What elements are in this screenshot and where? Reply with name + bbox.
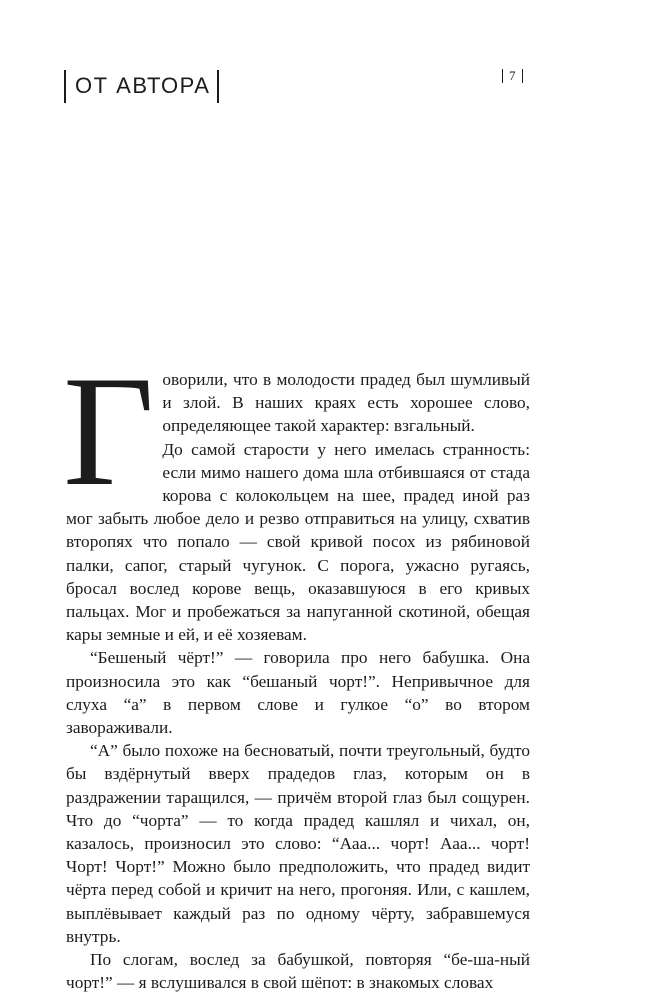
- section-title: ОТ АВТОРА: [75, 73, 211, 98]
- folio-right-rule: [522, 69, 523, 83]
- paragraph-1: оворили, что в молодости прадед был шумливый и злой. В наших краях есть хорошее слово, определяющее такой характер: взгальный.: [162, 370, 530, 436]
- running-head: [64, 68, 219, 104]
- paragraph-4: “А” было похоже на бесноватый, почти треугольный, будто бы вздёрнутый вверх прадедов глаз, которым он в раздражении таращился, — причём второй глаз был сощурен. Что до “чорта” — то когда прадед кашлял и чихал, он, казалось, произносил это слово: “Ааа... чорт! Ааа... чорт! Чорт! Чорт!” Можно было предположить, что прадед видит чёрта перед собой и кричит на него, прогоняя. Или, с кашлем, выплёвывает каждый раз по одному чёрту, забравшемуся внутрь.: [66, 741, 530, 946]
- paragraph-5: По слогам, вослед за бабушкой, повторяя “бе-ша-ный чорт!” — я вслушивался в свой шёпот: в знакомых словах: [66, 950, 530, 993]
- body-text: [63, 344, 530, 994]
- paragraph-2: До самой старости у него имелась странность: если мимо нашего дома шла отбившаяся от стада корова с колокольцем на шее, прадед иной раз мог забыть любое дело и резво отправиться на улицу, схватив второпях что попало — свой кривой посох из рябиновой палки, сапог, старый чугунок. С порога, ужасно ругаясь, бросал вослед корове вещь, оказавшуюся в его кривых пальцах. Мог и пробежаться за напуганной скотиной, обещая кары земные и ей, и её хозяевам.: [66, 439, 530, 645]
- page-number-box: [502, 66, 523, 86]
- drop-cap: Г: [63, 344, 155, 519]
- page-number: 7: [509, 68, 516, 83]
- paragraph-3: “Бешеный чёрт!” — говорила про него бабушка. Она произносила это как “бешаный чорт!”. Непривычное для слуха “а” в первом слове и гулкое “о” во втором завораживали.: [66, 648, 530, 738]
- right-rule: [217, 70, 219, 103]
